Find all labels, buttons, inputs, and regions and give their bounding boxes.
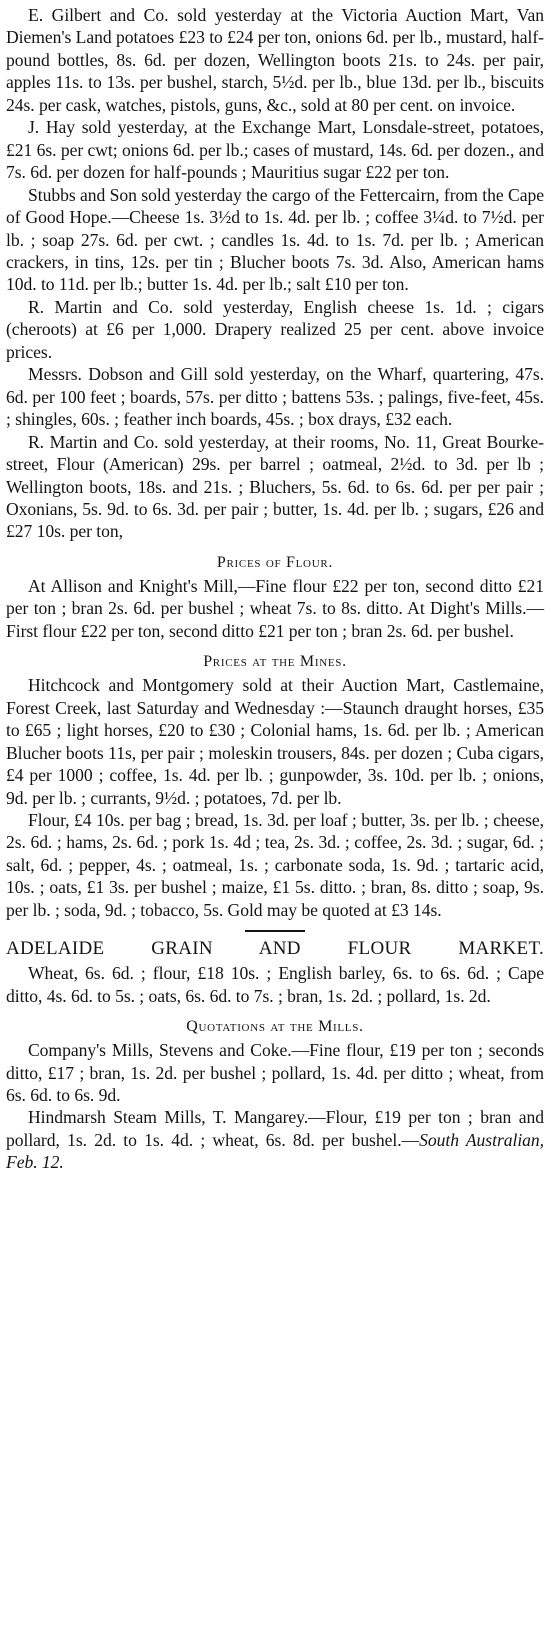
section-divider — [245, 930, 305, 932]
paragraph-hay: J. Hay sold yesterday, at the Exchange Mart, Lonsdale-street, potatoes, £21 6s. per cwt; onions 6d. per lb.; cases of mustard, 14s. 6d. per dozen., and 7s. 6d. per dozen for half-pounds ; Mauritius sugar £22 per ton. — [6, 117, 544, 183]
heading-prices-at-mines: Prices at the Mines. — [203, 653, 347, 671]
paragraph-martin-cheese: R. Martin and Co. sold yesterday, English cheese 1s. 1d. ; cigars (cheroots) at £6 per 1,000. Drapery realized 25 per cent. above invoice prices. — [6, 296, 544, 362]
paragraph-hitchcock: Hitchcock and Montgomery sold at their Auction Mart, Castlemaine, Forest Creek, last Saturday and Wednesday :—Staunch draught horses, £35 to £65 ; light horses, £20 to £30 ; Colonial hams, 1s. 6d. per lb. ; American Blucher boots 11s, per pair ; moleskin trousers, 84s. per dozen ; Cuba cigars, £4 per 1000 ; coffee, 1s. 4d. per lb. ; gunpowder, 3s. 10d. per lb. ; onions, 9d. per lb. ; currants, 9½d. ; potatoes, 7d. per lb. — [6, 675, 544, 808]
heading-adelaide-market: ADELAIDE GRAIN AND FLOUR MARKET. — [6, 938, 544, 960]
auction-reports — [6, 4, 544, 543]
heading-quotations-mills: Quotations at the Mills. — [186, 1018, 364, 1036]
paragraph-adelaide-prices: Wheat, 6s. 6d. ; flour, £18 10s. ; English barley, 6s. to 6s. 6d. ; Cape ditto, 4s. 6d. to 5s. ; oats, 6s. 6d. to 7s. ; bran, 1s. 2d. ; pollard, 1s. 2d. — [6, 963, 544, 1006]
paragraph-stubbs: Stubbs and Son sold yesterday the cargo of the Fettercairn, from the Cape of Good Hope.—Cheese 1s. 3½d to 1s. 4d. per lb. ; coffee 3¼d. to 7½d. per lb. ; soap 27s. 6d. per cwt. ; candles 1s. 4d. to 1s. 7d. per lb. ; American crackers, in tins, 12s. per tin ; Blucher boots 7s. 3d. Also, American hams 10d. to 11d. per lb.; butter 1s. 4d. per lb.; salt £10 per ton. — [6, 184, 544, 295]
paragraph-dobson-gill: Messrs. Dobson and Gill sold yesterday, on the Wharf, quartering, 47s. 6d. per 100 feet ; boards, 57s. per ditto ; battens 53s. ; palings, five-feet, 45s. ; shingles, 60s. ; feather inch boards, 45s. ; box drays, £32 each. — [6, 364, 544, 430]
paragraph-martin-rooms: R. Martin and Co. sold yesterday, at their rooms, No. 11, Great Bourke-street, Flour (American) 29s. per barrel ; oatmeal, 2½d. to 3d. per lb ; Wellington boots, 18s. and 21s. ; Bluchers, 5s. 6d. to 6s. 6d. per per pair ; Oxonians, 5s. 9d. to 6s. 3d. per pair ; butter, 1s. 4d. per lb. ; sugars, £26 and £27 10s. per ton, — [6, 431, 544, 542]
paragraph-hindmarsh — [6, 1106, 544, 1173]
paragraph-company-mills: Company's Mills, Stevens and Coke.—Fine flour, £19 per ton ; seconds ditto, £17 ; bran, 1s. 2d. per bushel ; pollard, 1s. 4d. per ditto ; wheat, from 6s. 6d. to 6s. 9d. — [6, 1040, 544, 1106]
source-citation: South Australian, Feb. 12. — [6, 1129, 545, 1173]
paragraph-flour-mills: At Allison and Knight's Mill,—Fine flour £22 per ton, second ditto £21 per ton ; bran 2s. 6d. per bushel ; wheat 7s. to 8s. ditto. At Dight's Mills.—First flour £22 per ton, second ditto £21 per ton ; bran 2s. 6d. per bushel. — [6, 575, 544, 641]
paragraph-gilbert: E. Gilbert and Co. sold yesterday at the Victoria Auction Mart, Van Diemen's Land potatoes £23 to £24 per ton, onions 6d. per lb., mustard, half-pound bottles, 8s. 6d. per dozen, Wellington boots 21s. to 24s. per pair, apples 11s. to 13s. per bushel, starch, 5½d. per lb., blue 13d. per lb., biscuits 24s. per cask, watches, pistols, guns, &c., sold at 80 per cent. on invoice. — [6, 5, 544, 115]
paragraph-mines-flour: Flour, £4 10s. per bag ; bread, 1s. 3d. per loaf ; butter, 3s. per lb. ; cheese, 2s. 6d. ; hams, 2s. 6d. ; pork 1s. 4d ; tea, 2s. 3d. ; coffee, 2s. 3d. ; sugar, 6d. ; salt, 6d. ; pepper, 4s. ; oatmeal, 1s. ; carbonate soda, 1s. 9d. ; tartaric acid, 10s. ; oats, £1 3s. per bushel ; maize, £1 5s. ditto. ; bran, 8s. ditto ; soap, 9s. per lb. ; soda, 9d. ; tobacco, 5s. Gold may be quoted at £3 14s. — [6, 809, 544, 920]
hindmarsh-text: Hindmarsh Steam Mills, T. Mangarey.—Flour, £19 per ton ; bran and pollard, 1s. 2d. to 1s. 4d. ; wheat, 6s. 8d. per bushel.— — [6, 1107, 544, 1150]
heading-prices-of-flour: Prices of Flour. — [216, 553, 334, 571]
